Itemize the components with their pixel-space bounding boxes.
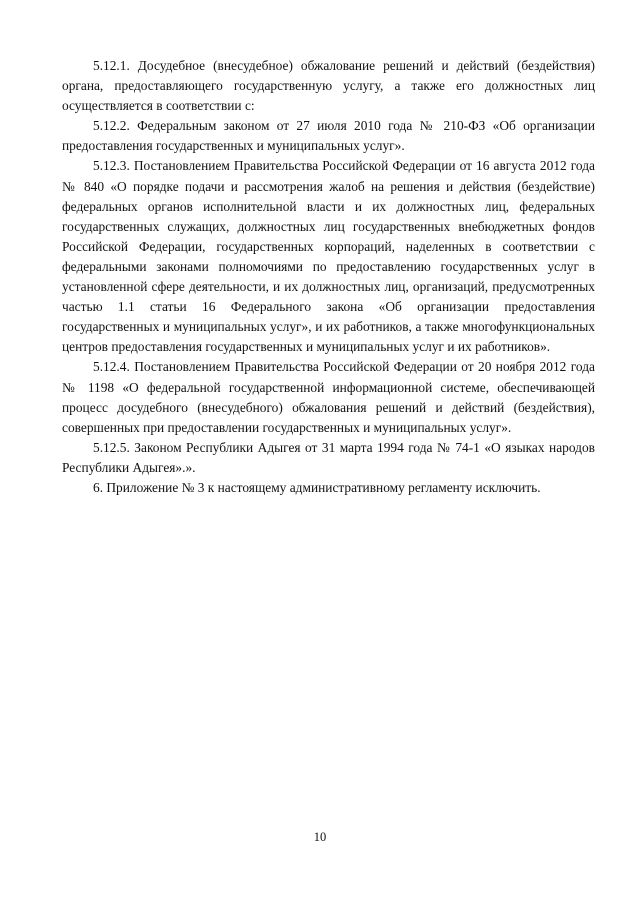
paragraph-5-12-2: 5.12.2. Федеральным законом от 27 июля 2010 года № 210-ФЗ «Об организации предоставления государственных и муниципальных услуг». (62, 118, 595, 154)
paragraph-5-12-3: 5.12.3. Постановлением Правительства Российской Федерации от 16 августа 2012 года № 840 «О порядке подачи и рассмотрения жалоб на решения и действия (бездействие) федеральных органов исполнительной власти и их должностных лиц, федеральных государственных служащих, должностных лиц государственных внебюджетных фондов Российской Федерации, государственных корпораций, наделенных в соответствии с федеральными законами полномочиями по предоставлению государственных услуг в установленной сфере деятельности, и их должностных лиц, организаций, предусмотренных частью 1.1 статьи 16 Федерального закона «Об организации предоставления государственных и муниципальных услуг», и их работников, а также многофункциональных центров предоставления государственных и муниципальных услуг и их работников». (62, 158, 595, 355)
page-number: 10 (313, 830, 327, 844)
paragraph-5-12-5: 5.12.5. Законом Республики Адыгея от 31 марта 1994 года № 74-1 «О языках народов Республики Адыгея».». (62, 439, 595, 475)
document-body (62, 56, 595, 498)
paragraph-6: 6. Приложение № 3 к настоящему административному регламенту исключить. (93, 479, 541, 495)
paragraph-5-12-4: 5.12.4. Постановлением Правительства Российской Федерации от 20 ноября 2012 года № 1198 «О федеральной государственной информационной системе, обеспечивающей процесс досудебного (внесудебного) обжалования решений и действий (бездействия), совершенных при предоставлении государственных и муниципальных услуг». (62, 359, 595, 435)
paragraph-5-12-1: 5.12.1. Досудебное (внесудебное) обжалование решений и действий (бездействия) органа, предоставляющего государственную услугу, а также его должностных лиц осуществляется в соответствии с: (62, 58, 595, 114)
